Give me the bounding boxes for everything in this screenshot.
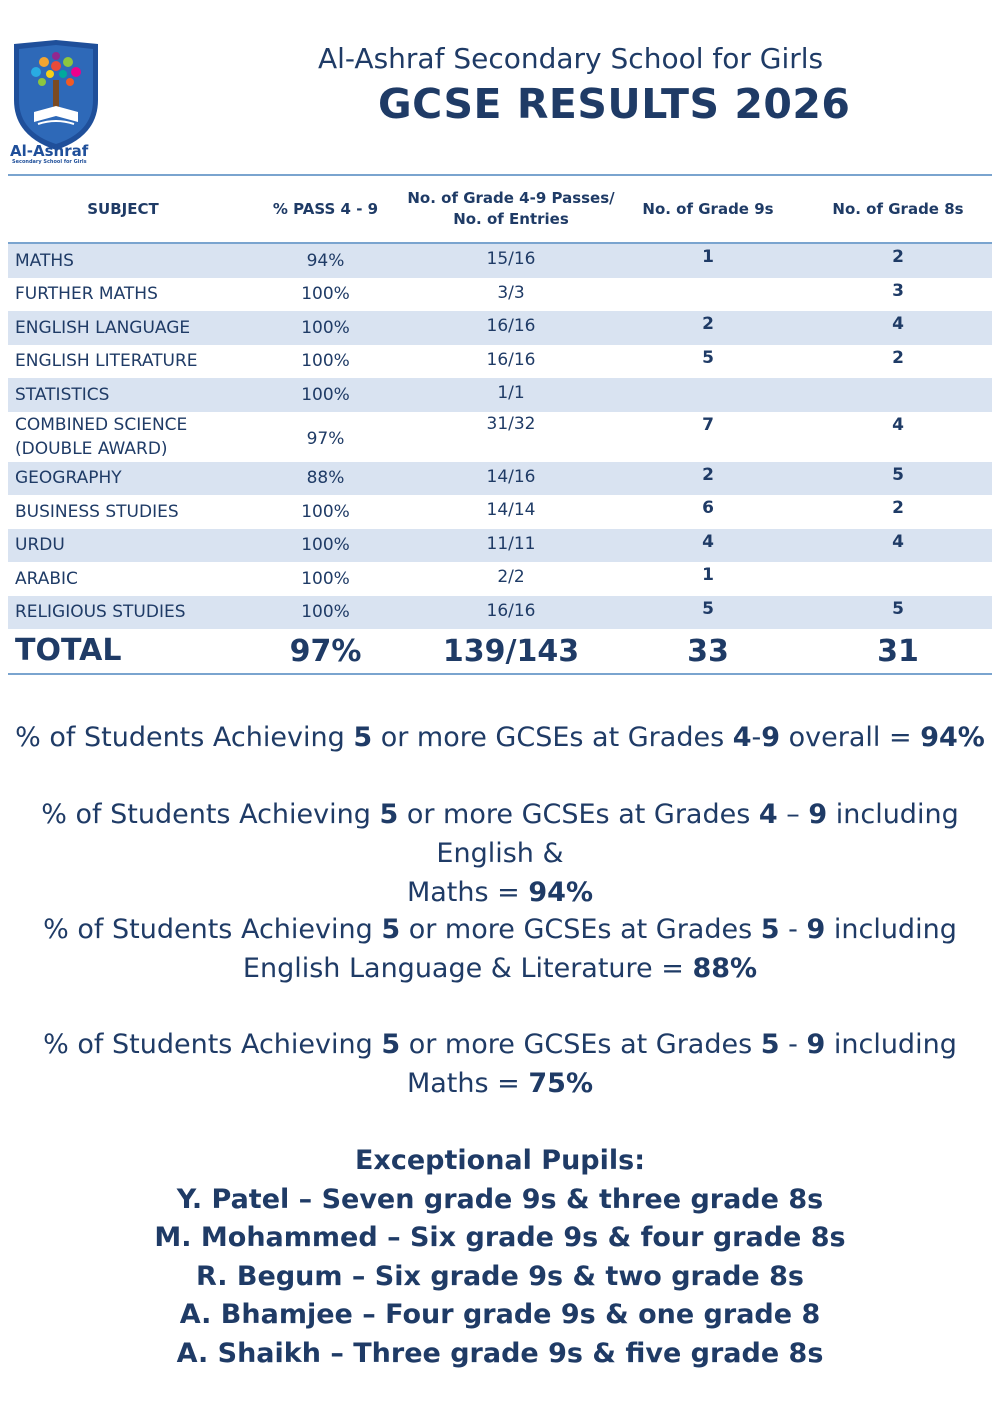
grade8-cell: 4 <box>892 414 904 435</box>
grade8-cell <box>803 562 993 596</box>
passes-cell: 31/32 <box>486 413 536 434</box>
grade9-cell: 2 <box>702 464 714 485</box>
table-row <box>8 412 992 462</box>
grade9-cell: 7 <box>702 414 714 435</box>
table-row <box>8 244 992 278</box>
passes-cell: 14/14 <box>486 500 536 520</box>
table-row <box>8 462 992 496</box>
header-grade8: No. of Grade 8s <box>832 199 964 218</box>
table-row <box>8 562 992 596</box>
stat-overall: % of Students Achieving 5 or more GCSEs at Grades 4-9 overall = 94% <box>15 722 985 753</box>
subject-cell: GEOGRAPHY <box>15 468 122 489</box>
grade9-cell: 5 <box>702 598 714 619</box>
subject-cell: ENGLISH LITERATURE <box>15 351 198 372</box>
subject-line1: COMBINED SCIENCE <box>15 414 188 435</box>
list-item: M. Mohammed – Six grade 9s & four grade 8s <box>154 1222 846 1253</box>
grade8-cell: 2 <box>892 498 904 518</box>
header-passes-line2: No. of Entries <box>453 210 569 228</box>
total-label: TOTAL <box>15 633 122 668</box>
grade9-cell: 5 <box>702 347 714 368</box>
grade9-cell: 1 <box>702 247 714 267</box>
header-subject: SUBJECT <box>87 199 159 218</box>
list-item: A. Bhamjee – Four grade 9s & one grade 8 <box>179 1299 821 1330</box>
header-passes <box>406 176 616 242</box>
passes-cell: 2/2 <box>497 567 525 587</box>
list-item: Y. Patel – Seven grade 9s & three grade 8s <box>176 1183 824 1215</box>
passes-cell: 16/16 <box>486 349 536 370</box>
table-row <box>8 311 992 345</box>
results-table <box>8 176 992 675</box>
header-passes-line1: No. of Grade 4-9 Passes/ <box>407 189 615 207</box>
grade8-cell: 3 <box>892 280 904 301</box>
stat-maths: % of Students Achieving 5 or more GCSEs at Grades 5 - 9 including Maths = 75% <box>43 1029 957 1099</box>
passes-cell: 14/16 <box>486 466 536 487</box>
total-row <box>8 629 992 673</box>
total-grade8: 31 <box>877 633 919 669</box>
pass-cell: 100% <box>301 568 350 589</box>
table-row <box>8 596 992 630</box>
grade9-cell: 1 <box>702 565 714 585</box>
grade8-cell: 4 <box>892 314 904 334</box>
total-passes: 139/143 <box>442 633 580 669</box>
logo-name: Al-Ashraf <box>10 142 89 160</box>
header-grade9: No. of Grade 9s <box>642 199 774 218</box>
header-pass: % PASS 4 - 9 <box>272 199 379 218</box>
grade8-cell <box>803 378 993 412</box>
table-bottom-rule <box>8 673 992 675</box>
pass-cell: 100% <box>301 535 350 556</box>
subject-cell: RELIGIOUS STUDIES <box>15 602 186 623</box>
grade9-cell: 2 <box>702 314 714 334</box>
grade9-cell: 4 <box>702 531 714 552</box>
table-row <box>8 378 992 412</box>
school-name: Al-Ashraf Secondary School for Girls <box>318 42 824 75</box>
passes-cell: 15/16 <box>486 249 536 269</box>
passes-cell: 16/16 <box>486 316 536 336</box>
pass-cell: 100% <box>301 284 350 305</box>
pupils-heading: Exceptional Pupils: <box>354 1145 646 1176</box>
grade8-cell: 2 <box>892 247 904 267</box>
grade8-cell: 4 <box>892 531 904 552</box>
list-item: R. Begum – Six grade 9s & two grade 8s <box>195 1260 804 1292</box>
subject-cell: MATHS <box>15 250 74 271</box>
grade9-cell <box>613 378 803 412</box>
subject-cell: STATISTICS <box>15 384 110 405</box>
page-title: GCSE RESULTS 2026 <box>378 80 851 128</box>
table-row <box>8 278 992 312</box>
table-row <box>8 495 992 529</box>
grade8-cell: 5 <box>892 598 904 619</box>
pass-cell: 94% <box>306 250 345 271</box>
subject-cell: ARABIC <box>15 568 78 589</box>
table-row <box>8 345 992 379</box>
passes-cell: 11/11 <box>486 533 536 554</box>
pass-cell: 97% <box>306 428 345 449</box>
table-header <box>8 176 992 242</box>
total-pass: 97% <box>289 633 362 669</box>
subject-line2: (DOUBLE AWARD) <box>15 438 168 459</box>
stat-english-lang-lit: % of Students Achieving 5 or more GCSEs at Grades 5 - 9 including English Language & Literature = 88% <box>43 914 957 984</box>
pass-cell: 100% <box>301 384 350 405</box>
pass-cell: 100% <box>301 602 350 623</box>
subject-cell: ENGLISH LANGUAGE <box>15 317 191 338</box>
logo-tagline: Secondary School for Girls <box>12 159 87 165</box>
subject-cell <box>15 412 245 462</box>
pass-cell: 100% <box>301 317 350 338</box>
grade8-cell: 2 <box>892 347 904 368</box>
pass-cell: 100% <box>301 501 350 522</box>
grade9-cell <box>613 278 803 312</box>
pass-cell: 100% <box>301 351 350 372</box>
grade8-cell: 5 <box>892 464 904 485</box>
school-logo <box>8 40 104 165</box>
subject-cell: URDU <box>15 535 65 556</box>
table-row <box>8 529 992 563</box>
passes-cell: 3/3 <box>497 282 525 303</box>
passes-cell: 16/16 <box>486 600 536 621</box>
passes-cell: 1/1 <box>497 383 525 403</box>
grade9-cell: 6 <box>702 498 714 518</box>
pass-cell: 88% <box>306 468 345 489</box>
exceptional-pupils <box>0 1142 1000 1373</box>
stat-english-maths: % of Students Achieving 5 or more GCSEs at Grades 4 – 9 including English & Maths = 94% <box>41 799 959 908</box>
subject-cell: BUSINESS STUDIES <box>15 501 179 522</box>
total-grade9: 33 <box>687 633 729 669</box>
subject-cell: FURTHER MATHS <box>15 284 158 305</box>
list-item: A. Shaikh – Three grade 9s & five grade 8s <box>176 1337 824 1369</box>
